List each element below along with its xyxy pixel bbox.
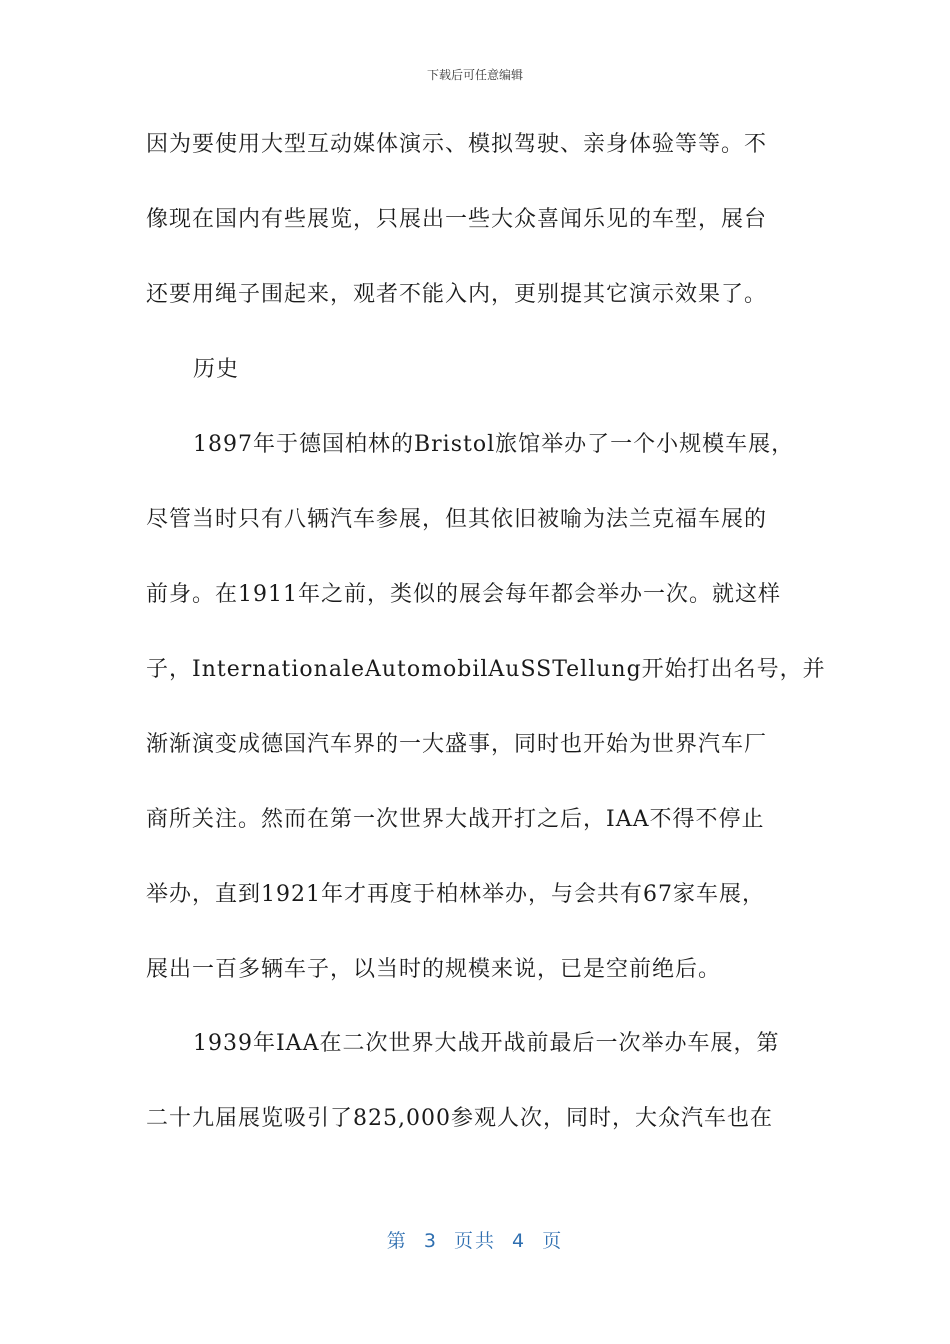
- body-line-1: 因为要使用大型互动媒体演示、模拟驾驶、亲身体验等等。不: [146, 132, 768, 157]
- footer-current-page: 3: [423, 1230, 438, 1252]
- page-footer: [0, 1226, 950, 1253]
- body-line-6: 尽管当时只有八辆汽车参展，但其依旧被喻为法兰克福车展的: [146, 507, 768, 532]
- body-line-12: 展出一百多辆车子，以当时的规模来说，已是空前绝后。: [146, 957, 722, 982]
- body-line-11: 举办，直到1921年才再度于柏林举办，与会共有67家车展，: [146, 882, 765, 907]
- footer-suffix: 页: [542, 1230, 564, 1252]
- body-line-7: 前身。在1911年之前，类似的展会每年都会举办一次。就这样: [146, 582, 781, 607]
- body-line-3: 还要用绳子围起来，观者不能入内，更别提其它演示效果了。: [146, 282, 768, 307]
- body-line-2: 像现在国内有些展览，只展出一些大众喜闻乐见的车型，展台: [146, 207, 768, 232]
- body-line-9: 渐渐演变成德国汽车界的一大盛事，同时也开始为世界汽车厂: [146, 732, 768, 757]
- page-header: 下载后可任意编辑: [426, 68, 523, 82]
- footer-prefix: 第: [386, 1230, 408, 1252]
- body-line-10: 商所关注。然而在第一次世界大战开打之后，IAA不得不停止: [146, 807, 765, 832]
- body-line-14: 二十九届展览吸引了825,000参观人次，同时，大众汽车也在: [146, 1106, 773, 1131]
- body-line-13: 1939年IAA在二次世界大战开战前最后一次举办车展，第: [193, 1031, 780, 1056]
- body-line-8: 子，InternationaleAutomobilAuSSTellung开始打出名号，并: [146, 657, 826, 682]
- body-line-5: 1897年于德国柏林的Bristol旅馆举办了一个小规模车展，: [193, 432, 795, 457]
- footer-middle: 页共: [453, 1230, 496, 1252]
- section-heading-history: 历史: [193, 357, 240, 382]
- footer-total-pages: 4: [512, 1230, 527, 1252]
